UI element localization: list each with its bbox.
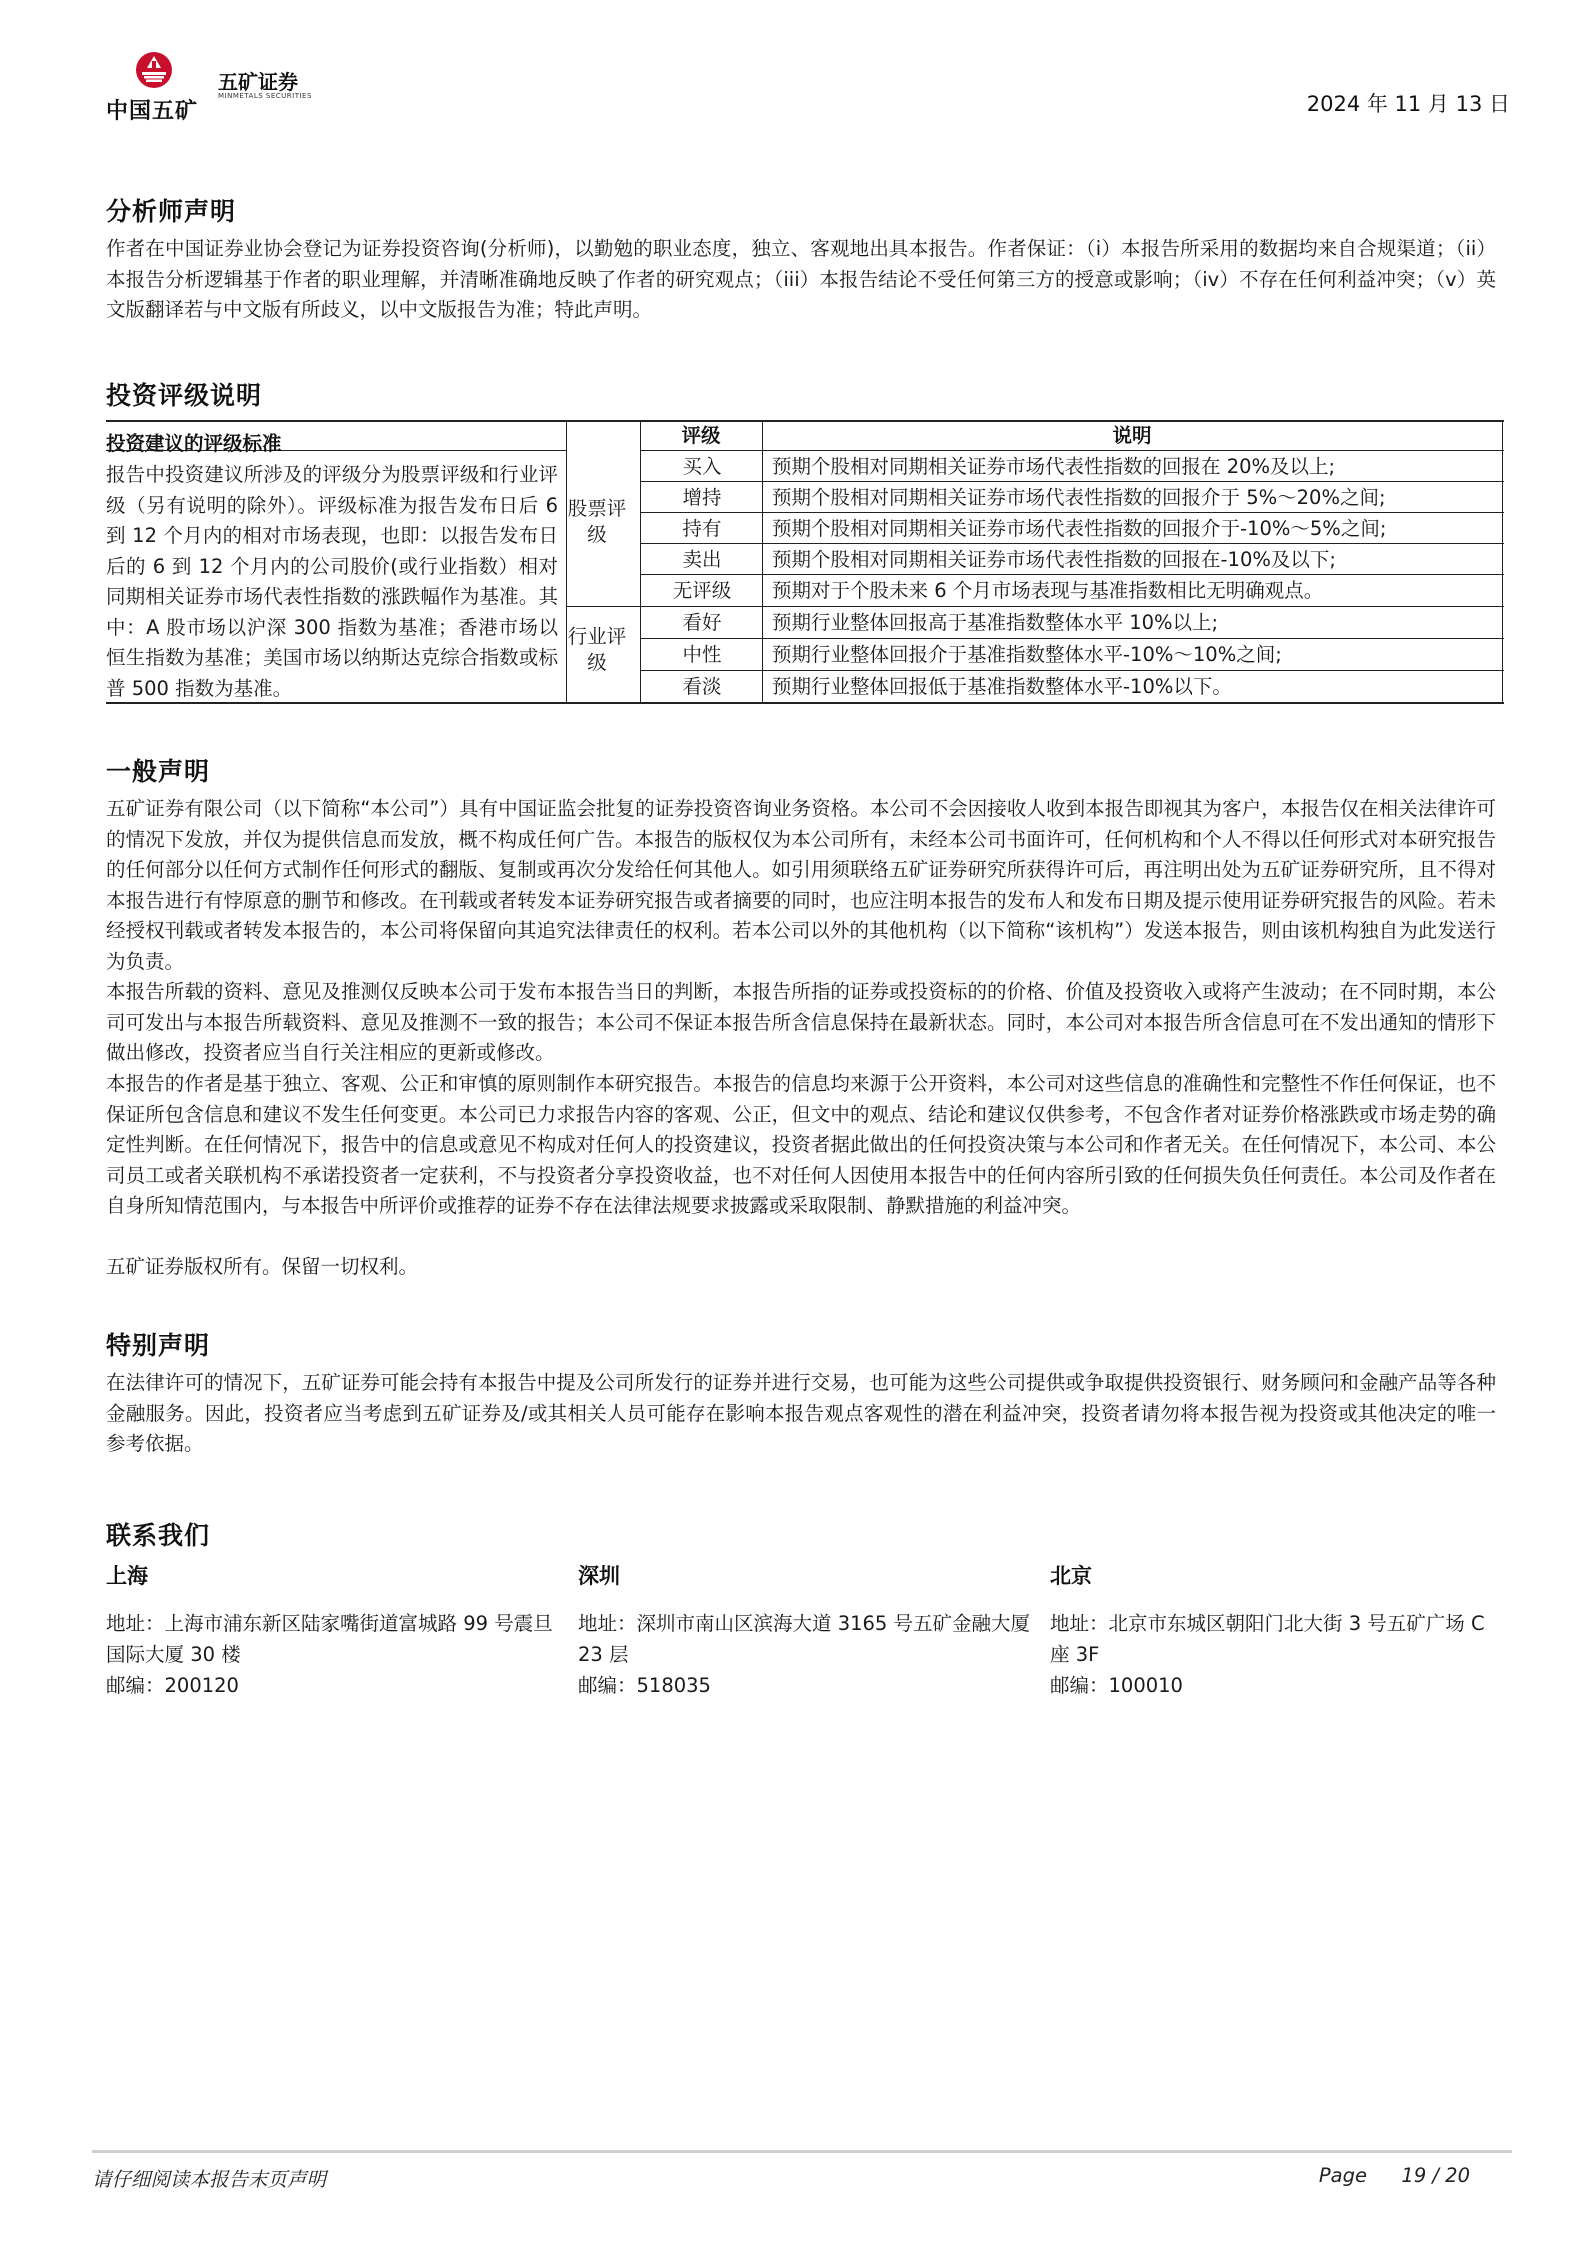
company-logo [106,50,326,130]
analyst-statement-title: 分析师声明 [106,197,237,226]
minmetals-emblem-icon [134,50,174,90]
column-header-description: 说明 [1112,424,1152,447]
table-row [106,482,1504,513]
rating-value: 持有 [682,517,722,540]
general-statement-p3: 本报告的作者是基于独立、客观、公正和审慎的原则制作本研究报告。本报告的信息均来源于公开资料，本公司对这些信息的准确性和完整性不作任何保证，也不保证所包含信息和建议不发生任何变更。本公司已力求报告内容的客观、公正，但文中的观点、结论和建议仅供参考，不包含作者对证券价格涨跌或市场走势的确定性判断。在任何情况下，报告中的信息或意见不构成对任何人的投资建议，投资者据此做出的任何投资决策与本公司和作者无关。在任何情况下，本公司、本公司员工或者关联机构不承诺投资者一定获利，不与投资者分享投资收益，也不对任何人因使用本报告中的任何内容所引致的任何损失负任何责任。本公司及作者在自身所知情范围内，与本报告中所评价或推荐的证券不存在法律法规要求披露或采取限制、静默措施的利益冲突。 [106,1072,1496,1217]
contact-title: 联系我们 [106,1521,211,1550]
rating-description: 预期个股相对同期相关证券市场代表性指数的回报在-10%及以下; [772,548,1336,571]
rating-title: 投资评级说明 [106,381,263,410]
table-row [106,671,1504,702]
table-row [106,513,1504,544]
column-header-rating: 评级 [681,424,721,447]
office-city-shenzhen: 深圳 [578,1564,620,1588]
general-statement-p1: 五矿证券有限公司（以下简称“本公司”）具有中国证监会批复的证券投资咨询业务资格。本公司不会因接收人收到本报告即视其为客户，本报告仅在相关法律许可的情况下发放，并仅为提供信息而发放，概不构成任何广告。本报告的版权仅为本公司所有，未经本公司书面许可，任何机构和个人不得以任何形式对本研究报告的任何部分以任何方式制作任何形式的翻版、复制或再次分发给任何其他人。如引用须联络五矿证券研究所获得许可后，再注明出处为五矿证券研究所，且不得对本报告进行有悖原意的删节和修改。在刊载或者转发本证券研究报告或者摘要的同时，也应注明本报告的发布人和发布日期及提示使用证券研究报告的风险。若未经授权刊载或者转发本报告的，本公司将保留向其追究法律责任的权利。若本公司以外的其他机构（以下简称“该机构”）发送本报告，则由该机构独自为此发送行为负责。 [106,797,1496,973]
rating-value: 买入 [682,455,722,478]
page-label: Page [1318,2164,1367,2187]
rating-value: 看好 [682,611,722,634]
rating-value: 增持 [682,486,722,509]
page-indicator [1319,2164,1470,2187]
rating-description: 预期行业整体回报高于基准指数整体水平 10%以上; [772,611,1219,634]
office-address: 地址：上海市浦东新区陆家嘴街道富城路 99 号震旦国际大厦 30 楼 [106,1612,553,1666]
office-postcode: 邮编：100010 [1050,1674,1183,1697]
rating-description: 预期个股相对同期相关证券市场代表性指数的回报介于 5%～20%之间; [772,486,1386,509]
general-statement-p4: 五矿证券版权所有。保留一切权利。 [106,1255,419,1278]
criteria-text: 报告中投资建议所涉及的评级分为股票评级和行业评级（另有说明的除外）。评级标准为报告发布日后 6 到 12 个月内的相对市场表现，也即：以报告发布日后的 6 到 12 个月内的公司股价(或行业指数）相对同期相关证券市场代表性指数的涨跌幅作为基准。其中：A 股市场以沪深 300 指数为基准；香港市场以恒生指数为基准；美国市场以纳斯达克综合指数或标普 500 指数为基准。 [106,463,558,700]
table-row [106,544,1504,575]
table-row [106,607,1504,638]
special-statement-text: 在法律许可的情况下，五矿证券可能会持有本报告中提及公司所发行的证券并进行交易，也可能为这些公司提供或争取提供投资银行、财务顾问和金融产品等各种金融服务。因此，投资者应当考虑到五矿证券及/或其相关人员可能存在影响本报告观点客观性的潜在利益冲突，投资者请勿将本报告视为投资或其他决定的唯一参考依据。 [106,1371,1496,1455]
footer-rule [92,2150,1512,2153]
office-postcode: 邮编：200120 [106,1674,239,1697]
company-name-cn: 中国五矿 [106,99,199,124]
brand-name-en: MINMETALS SECURITIES [218,92,312,100]
special-statement-title: 特别声明 [106,1331,211,1360]
report-date: 2024 年 11 月 13 日 [1306,92,1510,116]
general-statement-p2: 本报告所载的资料、意见及推测仅反映本公司于发布本报告当日的判断，本报告所指的证券或投资标的的价格、价值及投资收入或将产生波动；在不同时期，本公司可发出与本报告所载资料、意见及推测不一致的报告；本公司不保证本报告所含信息保持在最新状态。同时，本公司对本报告所含信息可在不发出通知的情形下做出修改，投资者应当自行关注相应的更新或修改。 [106,980,1496,1064]
rating-description: 预期行业整体回报低于基准指数整体水平-10%以下。 [772,675,1232,698]
office-shanghai [106,1608,566,1701]
office-beijing [1050,1608,1510,1701]
table-row [106,575,1504,606]
office-postcode: 邮编：518035 [578,1674,711,1697]
rating-value: 无评级 [672,579,732,602]
rating-description: 预期对于个股未来 6 个月市场表现与基准指数相比无明确观点。 [772,579,1324,602]
rating-value: 中性 [682,643,722,666]
office-address: 地址：北京市东城区朝阳门北大街 3 号五矿广场 C 座 3F [1050,1612,1485,1666]
rating-value: 卖出 [682,548,722,571]
office-city-beijing: 北京 [1050,1564,1092,1588]
general-statement-title: 一般声明 [106,757,211,786]
rating-description: 预期行业整体回报介于基准指数整体水平-10%～10%之间; [772,643,1282,666]
table-row [106,451,1504,482]
brand-name: 五矿证券 [218,70,298,94]
stock-rating-category: 股票评级 [567,497,627,546]
rating-value: 看淡 [682,675,722,698]
rating-description: 预期个股相对同期相关证券市场代表性指数的回报介于-10%～5%之间; [772,517,1387,540]
office-city-shanghai: 上海 [106,1564,148,1588]
industry-rating-category: 行业评级 [567,625,627,674]
page-header [0,0,1588,150]
footer-disclaimer-note: 请仔细阅读本报告末页声明 [92,2168,327,2191]
page-number: 19 / 20 [1401,2164,1470,2187]
office-shenzhen [578,1608,1038,1701]
analyst-statement-text: 作者在中国证券业协会登记为证券投资咨询(分析师)，以勤勉的职业态度，独立、客观地出具本报告。作者保证：（i）本报告所采用的数据均来自合规渠道；（ii）本报告分析逻辑基于作者的职业理解，并清晰准确地反映了作者的研究观点；（iii）本报告结论不受任何第三方的授意或影响；（iv）不存在任何利益冲突；（v）英文版翻译若与中文版有所歧义，以中文版报告为准；特此声明。 [106,237,1496,321]
table-row [106,639,1504,670]
office-address: 地址：深圳市南山区滨海大道 3165 号五矿金融大厦 23 层 [578,1612,1031,1666]
rating-description: 预期个股相对同期相关证券市场代表性指数的回报在 20%及以上; [772,455,1336,478]
rating-table [106,420,1504,704]
criteria-title: 投资建议的评级标准 [106,432,282,455]
